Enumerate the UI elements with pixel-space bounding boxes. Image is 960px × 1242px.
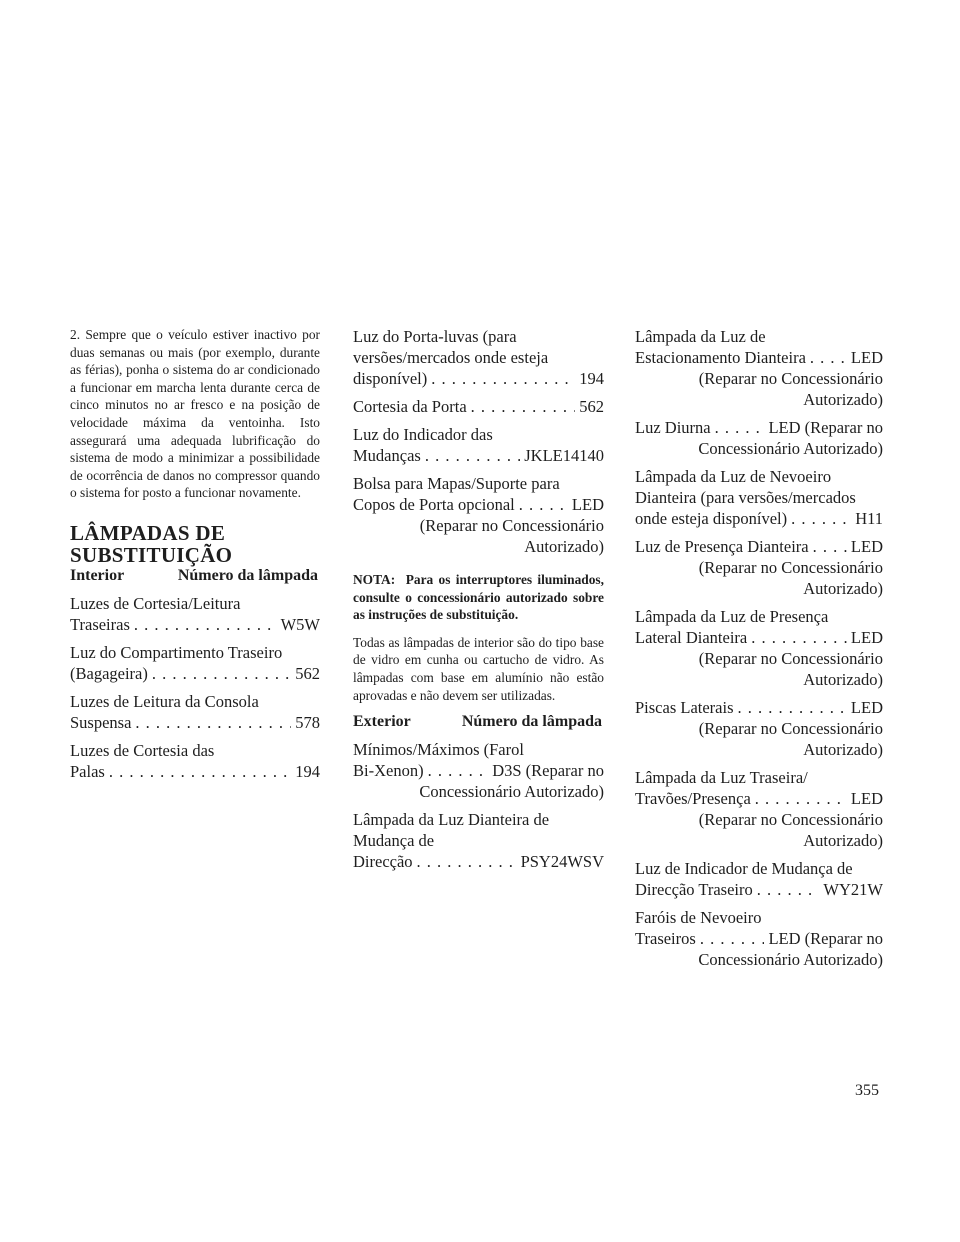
bulb-number: LED (850, 789, 883, 808)
bulb-location: Direcção (353, 852, 413, 872)
exterior-list (353, 739, 604, 872)
dot-leader (134, 614, 277, 635)
bulb-entry (353, 809, 604, 872)
bulb-entry-row (70, 614, 320, 635)
bulb-location: Piscas Laterais (635, 698, 734, 717)
dot-leader (700, 928, 765, 949)
bulb-entry-row (635, 627, 883, 648)
intro-paragraph: 2. Sempre que o veículo estiver inactivo por duas semanas ou mais (por exemplo, durante as férias), ponha o sistema do ar condicionado a funcionar em marcha lenta durante cerca de cinco minutos no ar fresco e na posição de velocidade máxima da ventoinha. Isto assegurará uma adequada lubrificação do sistema de modo a minimizar a possibilidade de ocorrência de danos no compressor quando o sistema for posto a funcionar novamente. (70, 327, 320, 501)
bulb-entry-prefix: Bolsa para Mapas/Suporte para (353, 474, 560, 493)
dot-leader (519, 494, 568, 515)
dot-leader (755, 788, 847, 809)
bulb-location: Luz de Presença Dianteira (635, 537, 809, 556)
bulb-entry (353, 424, 604, 466)
section-title: LÂMPADAS DE SUBSTITUIÇÃO (70, 520, 233, 567)
interior-bulbs-paragraph: Todas as lâmpadas de interior são do tipo base de vidro em cunha ou cartucho de vidro. As lâmpadas com base em alumínio não estão aprovadas e não devem ser utilizadas. (353, 634, 604, 703)
interior-table-header (70, 566, 320, 586)
bulb-entry-prefix: Luz do Indicador das (353, 425, 493, 444)
bulb-entry-row (635, 788, 883, 809)
bulb-location: Lateral Dianteira (635, 628, 748, 647)
interior-header-right: Número da lâmpada (177, 566, 318, 584)
bulb-entry-prefix: Luzes de Cortesia das (70, 740, 215, 760)
bulb-note-line: (Reparar no Concessionário (698, 719, 883, 738)
bulb-number: PSY24WSV (520, 852, 604, 872)
bulb-entry-row (635, 347, 883, 368)
note (353, 571, 604, 624)
interior-list (70, 593, 320, 782)
column-3 (635, 326, 883, 977)
bulb-location: Copos de Porta opcional (353, 495, 515, 514)
exterior-list-continued (635, 326, 883, 970)
bulb-entry-prefix: Mínimos/Máximos (Farol (353, 740, 524, 760)
bulb-note-line: Autorizado) (803, 831, 883, 850)
bulb-entry (635, 466, 883, 529)
bulb-entry (353, 739, 604, 802)
interior-list-continued (353, 326, 604, 557)
bulb-entry-row (635, 879, 883, 900)
bulb-entry (353, 326, 604, 389)
bulb-location: Suspensa (70, 712, 132, 732)
bulb-number: LED (850, 537, 883, 556)
bulb-entry-row (353, 396, 604, 417)
bulb-note-line: Autorizado) (524, 537, 604, 556)
dot-leader (417, 851, 517, 872)
bulb-number: 194 (295, 761, 320, 781)
dot-leader (810, 347, 847, 368)
bulb-entry (635, 907, 883, 970)
bulb-location: Bi-Xenon) (353, 761, 424, 781)
bulb-number: W5W (280, 614, 320, 634)
column-1 (70, 326, 320, 789)
bulb-entry (635, 767, 883, 851)
exterior-table-header (353, 712, 604, 732)
bulb-number: 194 (579, 369, 604, 388)
bulb-location: Traseiros (635, 929, 696, 948)
dot-leader (715, 417, 765, 438)
bulb-entry-prefix: Luz do Porta-luvas (para versões/mercados onde esteja (353, 327, 549, 367)
dot-leader (428, 760, 489, 781)
interior-header-left: Interior (70, 566, 125, 584)
bulb-number: 578 (295, 712, 320, 732)
bulb-location: Mudanças (353, 446, 421, 465)
dot-leader (109, 761, 291, 782)
bulb-note-line: Concessionário Autorizado) (698, 439, 883, 458)
bulb-entry-prefix: Lâmpada da Luz Traseira/ (635, 768, 808, 787)
bulb-entry (70, 691, 320, 733)
bulb-location: Palas (70, 761, 105, 781)
bulb-location: Traseiras (70, 614, 130, 634)
bulb-number: LED (850, 628, 883, 647)
bulb-entry-prefix: Luz do Compartimento Traseiro (70, 642, 283, 662)
bulb-entry-row (635, 697, 883, 718)
bulb-entry-prefix: Luzes de Cortesia/Leitura (70, 593, 241, 613)
bulb-number: LED (850, 698, 883, 717)
bulb-entry (635, 536, 883, 599)
bulb-entry-prefix: Luz de Indicador de Mudança de (635, 859, 853, 878)
column-2 (353, 326, 604, 879)
bulb-entry-row (70, 712, 320, 733)
bulb-entry-row (353, 368, 604, 389)
bulb-location: Travões/Presença (635, 789, 751, 808)
bulb-entry-prefix: Lâmpada da Luz de Presença (635, 607, 829, 626)
bulb-entry-row (635, 536, 883, 557)
bulb-number: D3S (Reparar no (492, 761, 604, 781)
bulb-note-line: Autorizado) (803, 579, 883, 598)
dot-leader (425, 445, 520, 466)
bulb-note-line: (Reparar no Concessionário (698, 369, 883, 388)
bulb-number: H11 (855, 509, 883, 528)
dot-leader (813, 536, 847, 557)
bulb-entry-row (353, 760, 604, 781)
bulb-number: LED (Reparar no (768, 418, 883, 437)
bulb-location: onde esteja disponível) (635, 509, 788, 528)
bulb-number: WY21W (823, 880, 883, 899)
bulb-entry (635, 417, 883, 459)
bulb-note-line: (Reparar no Concessionário (698, 649, 883, 668)
bulb-entry-row (635, 928, 883, 949)
bulb-note-line: Concessionário Autorizado) (419, 782, 604, 802)
dot-leader (791, 508, 851, 529)
bulb-note-line: Autorizado) (803, 390, 883, 409)
bulb-entry-row (635, 508, 883, 529)
bulb-number: LED (Reparar no (768, 929, 883, 948)
bulb-location: Direcção Traseiro (635, 880, 753, 899)
bulb-entry (635, 606, 883, 690)
bulb-number: JKLE14140 (524, 446, 604, 465)
bulb-entry-row (70, 761, 320, 782)
dot-leader (135, 712, 291, 733)
bulb-note-line: Autorizado) (803, 740, 883, 759)
page-number: 355 (855, 1082, 879, 1099)
bulb-note-line: (Reparar no Concessionário (698, 810, 883, 829)
dot-leader (751, 627, 847, 648)
bulb-entry (353, 396, 604, 417)
note-text: Para os interruptores iluminados, consulte o concessionário autorizado sobre as instruções de substituição. (353, 572, 604, 623)
bulb-entry (635, 326, 883, 410)
dot-leader (757, 879, 820, 900)
bulb-note-line: Autorizado) (803, 670, 883, 689)
bulb-location: Cortesia da Porta (353, 397, 467, 416)
exterior-header-left: Exterior (353, 713, 411, 731)
bulb-entry (70, 740, 320, 782)
bulb-entry (353, 473, 604, 557)
dot-leader (471, 396, 576, 417)
bulb-entry-prefix: Luzes de Leitura da Consola (70, 691, 259, 711)
bulb-entry-prefix: Lâmpada da Luz de Nevoeiro Dianteira (para versões/mercados (635, 467, 856, 507)
bulb-location: (Bagageira) (70, 663, 148, 683)
bulb-entry-row (635, 417, 883, 438)
exterior-header-right: Número da lâmpada (461, 713, 602, 731)
bulb-note-line: (Reparar no Concessionário (419, 516, 604, 535)
bulb-note-line: (Reparar no Concessionário (698, 558, 883, 577)
bulb-entry (70, 642, 320, 684)
bulb-location: Estacionamento Dianteira (635, 348, 806, 367)
bulb-entry-prefix: Lâmpada da Luz de (635, 327, 766, 346)
dot-leader (431, 368, 575, 389)
bulb-number: LED (850, 348, 883, 367)
bulb-entry-row (353, 851, 604, 872)
note-label: NOTA: (353, 572, 396, 587)
dot-leader (152, 663, 291, 684)
bulb-entry-row (70, 663, 320, 684)
bulb-number: 562 (295, 663, 320, 683)
bulb-location: Luz Diurna (635, 418, 711, 437)
bulb-entry-row (353, 445, 604, 466)
bulb-number: LED (571, 495, 604, 514)
bulb-note-line: Concessionário Autorizado) (698, 950, 883, 969)
bulb-entry (635, 697, 883, 760)
bulb-entry (70, 593, 320, 635)
bulb-number: 562 (579, 397, 604, 416)
bulb-entry-row (353, 494, 604, 515)
bulb-entry-prefix: Lâmpada da Luz Dianteira de Mudança de (353, 810, 550, 851)
bulb-entry-prefix: Faróis de Nevoeiro (635, 908, 762, 927)
bulb-entry (635, 858, 883, 900)
dot-leader (738, 697, 847, 718)
bulb-location: disponível) (353, 369, 428, 388)
